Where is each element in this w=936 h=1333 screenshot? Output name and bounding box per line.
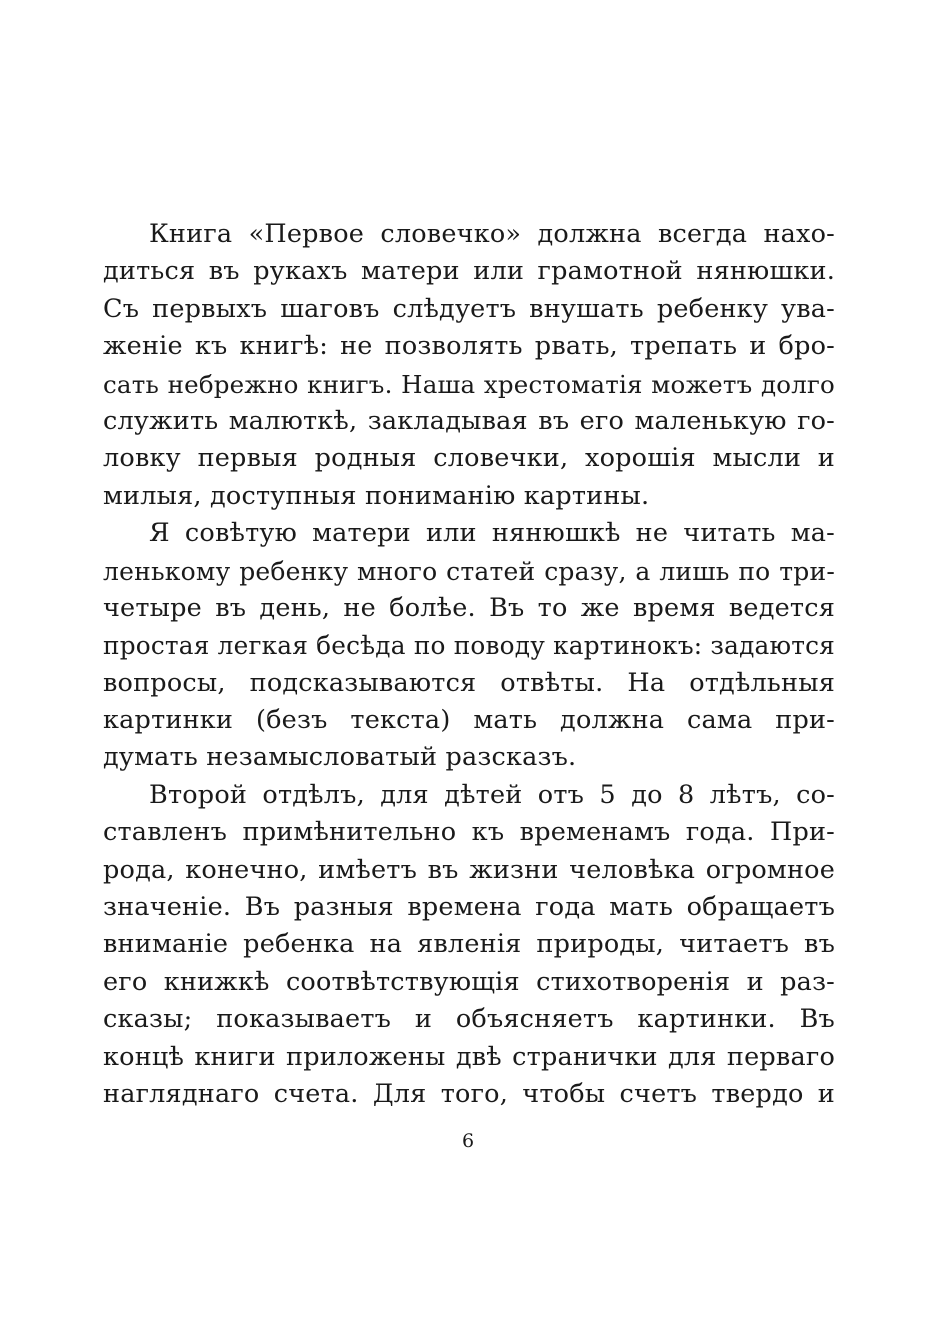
body-text: [103, 216, 835, 1113]
text-line: значеніе. Въ разныя времена года мать обращаетъ: [103, 892, 835, 923]
text-line: сать небрежно книгъ. Наша хрестоматія можетъ долго: [103, 369, 835, 399]
text-line: милыя, доступныя пониманію картины.: [103, 480, 650, 511]
text-line: Съ первыхъ шаговъ слѣдуетъ внушать ребенку ува-: [103, 293, 835, 324]
text-line: женіе къ книгѣ: не позволять рвать, трепать и бро-: [103, 331, 835, 362]
text-line: диться въ рукахъ матери или грамотной нянюшки.: [103, 256, 835, 287]
text-line: ленькому ребенку много статей сразу, а лишь по три-: [103, 556, 835, 586]
text-line: вопросы, подсказываются отвѣты. На отдѣльныя: [103, 667, 835, 698]
text-line: служить малюткѣ, закладывая въ его маленькую го-: [103, 405, 835, 436]
text-line: Второй отдѣлъ, для дѣтей отъ 5 до 8 лѣтъ, со-: [149, 779, 835, 810]
text-line: вниманіе ребенка на явленія природы, читаетъ въ: [103, 929, 835, 960]
text-line: думать незамысловатый разсказъ.: [103, 742, 577, 773]
text-line: простая легкая бесѣда по поводу картинокъ: задаются: [103, 631, 835, 661]
page-number: 6: [461, 1130, 475, 1152]
text-line: ставленъ примѣнительно къ временамъ года. При-: [103, 817, 835, 848]
text-line: его книжкѣ соотвѣтствующія стихотворенія и раз-: [103, 966, 835, 997]
text-line: Книга «Первое словечко» должна всегда нахо-: [149, 219, 835, 249]
text-line: рода, конечно, имѣетъ въ жизни человѣка огромное: [103, 854, 835, 885]
text-line: нагляднаго счета. Для того, чтобы счетъ твердо и: [103, 1078, 835, 1109]
text-line: сказы; показываетъ и объясняетъ картинки. Въ: [103, 1004, 835, 1035]
text-line: картинки (безъ текста) мать должна сама при-: [103, 705, 835, 736]
text-line: четыре въ день, не болѣе. Въ то же время ведется: [103, 592, 835, 623]
text-line: Я совѣтую матери или нянюшкѣ не читать ма-: [149, 518, 835, 549]
text-line: концѣ книги приложены двѣ странички для перваго: [103, 1041, 835, 1072]
text-line: ловку первыя родныя словечки, хорошія мысли и: [103, 443, 835, 474]
